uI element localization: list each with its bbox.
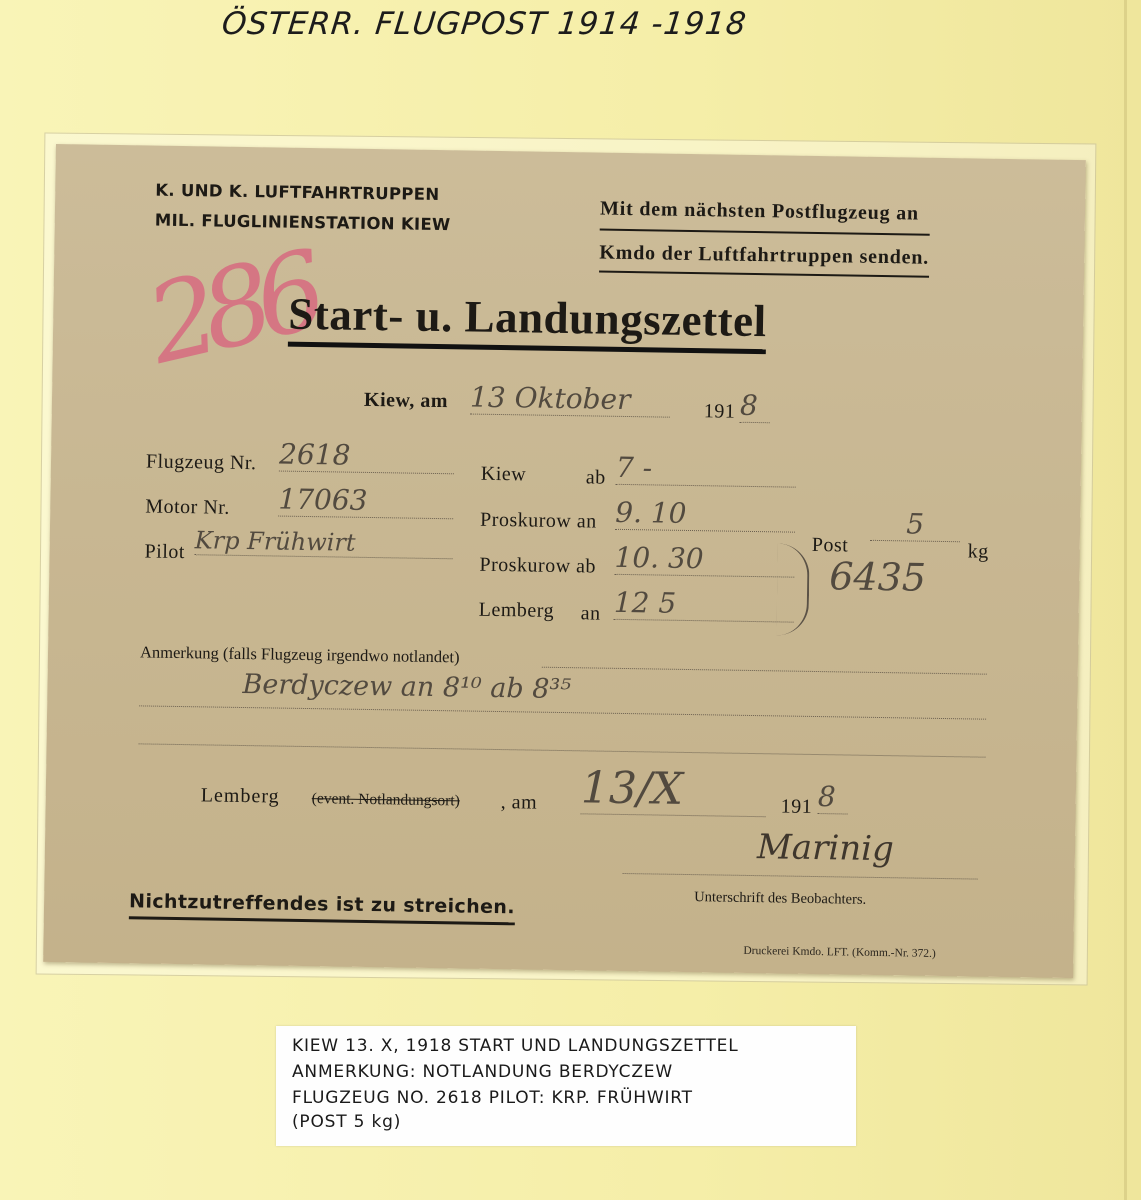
arrival-place: Lemberg bbox=[200, 784, 280, 808]
observer-signature: Marinig bbox=[756, 827, 895, 870]
arrival-date: 13/X bbox=[581, 762, 767, 817]
pilot-name: Krp Frühwirt bbox=[195, 526, 453, 559]
proskurow-an-label: Proskurow an bbox=[479, 508, 597, 533]
unit-line-2: MIL. FLUGLINIENSTATION KIEW bbox=[154, 210, 451, 235]
caption-line-1: KIEW 13. X, 1918 START UND LANDUNGSZETTEL bbox=[292, 1036, 739, 1056]
plane-label: Flugzeug Nr. bbox=[145, 450, 257, 475]
send-instruction bbox=[599, 191, 930, 278]
unit-heading bbox=[155, 176, 452, 241]
send-line-1: Mit dem nächsten Postflugzeug an bbox=[600, 191, 930, 236]
kg-label: kg bbox=[967, 540, 989, 563]
ab-label-1: ab bbox=[585, 466, 606, 489]
landing-slip bbox=[43, 144, 1086, 978]
arrival-year-digit: 8 bbox=[818, 780, 849, 814]
an-label: an bbox=[580, 602, 601, 625]
remark-line-3 bbox=[139, 743, 986, 757]
arrival-suffix: , am bbox=[500, 791, 538, 814]
caption-line-4: (POST 5 kg) bbox=[292, 1112, 402, 1132]
printer-imprint: Druckerei Kmdo. LFT. (Komm.-Nr. 372.) bbox=[743, 944, 936, 960]
caption-label bbox=[276, 1026, 856, 1146]
document-title: Start- u. Landungszettel bbox=[288, 288, 767, 355]
issue-date: 13 Oktober bbox=[470, 381, 671, 418]
lemberg-arrival: 12 5 bbox=[614, 586, 795, 623]
red-handwritten-number: 286 bbox=[136, 229, 325, 389]
pilot-label: Pilot bbox=[144, 540, 186, 564]
motor-number: 17063 bbox=[278, 483, 454, 520]
motor-label: Motor Nr. bbox=[145, 495, 230, 519]
signature-label: Unterschrift des Beobachters. bbox=[694, 889, 867, 908]
footer-instruction: Nichtzutreffendes ist zu streichen. bbox=[129, 890, 515, 925]
post-label: Post bbox=[811, 533, 849, 557]
remark-line-1 bbox=[542, 667, 987, 675]
place-date-label: Kiew, am bbox=[363, 388, 449, 413]
kiew-departure: 7 - bbox=[616, 451, 797, 488]
remark-handwritten: Berdyczew an 8¹⁰ ab 8³⁵ bbox=[242, 668, 572, 706]
remark-line-2 bbox=[139, 705, 986, 719]
handwritten-bracket bbox=[776, 543, 809, 635]
proskurow-departure: 10. 30 bbox=[614, 541, 795, 578]
kiew-label: Kiew bbox=[480, 462, 527, 486]
bracket-note: 6435 bbox=[828, 554, 927, 600]
remark-label: Anmerkung (falls Flugzeug irgendwo notlandet) bbox=[139, 642, 460, 667]
proskurow-arrival: 9. 10 bbox=[615, 496, 796, 533]
lemberg-label: Lemberg bbox=[478, 598, 555, 622]
arrival-struck-text: (event. Notlandungsort) bbox=[311, 790, 460, 810]
year-digit: 8 bbox=[740, 389, 771, 423]
album-header: ÖSTERR. FLUGPOST 1914 -1918 bbox=[220, 6, 749, 42]
plane-number: 2618 bbox=[279, 438, 455, 475]
unit-line-1: K. UND K. LUFTFAHRTRUPPEN bbox=[155, 180, 440, 205]
year-prefix: 191 bbox=[703, 400, 736, 423]
send-line-2: Kmdo der Luftfahrtruppen senden. bbox=[599, 235, 929, 278]
page-edge bbox=[1124, 0, 1127, 1200]
post-weight: 5 bbox=[870, 507, 961, 542]
signature-line bbox=[623, 873, 978, 880]
caption-line-2: ANMERKUNG: NOTLANDUNG BERDYCZEW bbox=[292, 1062, 673, 1082]
arrival-year-prefix: 191 bbox=[780, 795, 813, 818]
proskurow-ab-label: Proskurow ab bbox=[479, 553, 597, 578]
caption-line-3: FLUGZEUG NO. 2618 PILOT: KRP. FRÜHWIRT bbox=[292, 1088, 693, 1108]
